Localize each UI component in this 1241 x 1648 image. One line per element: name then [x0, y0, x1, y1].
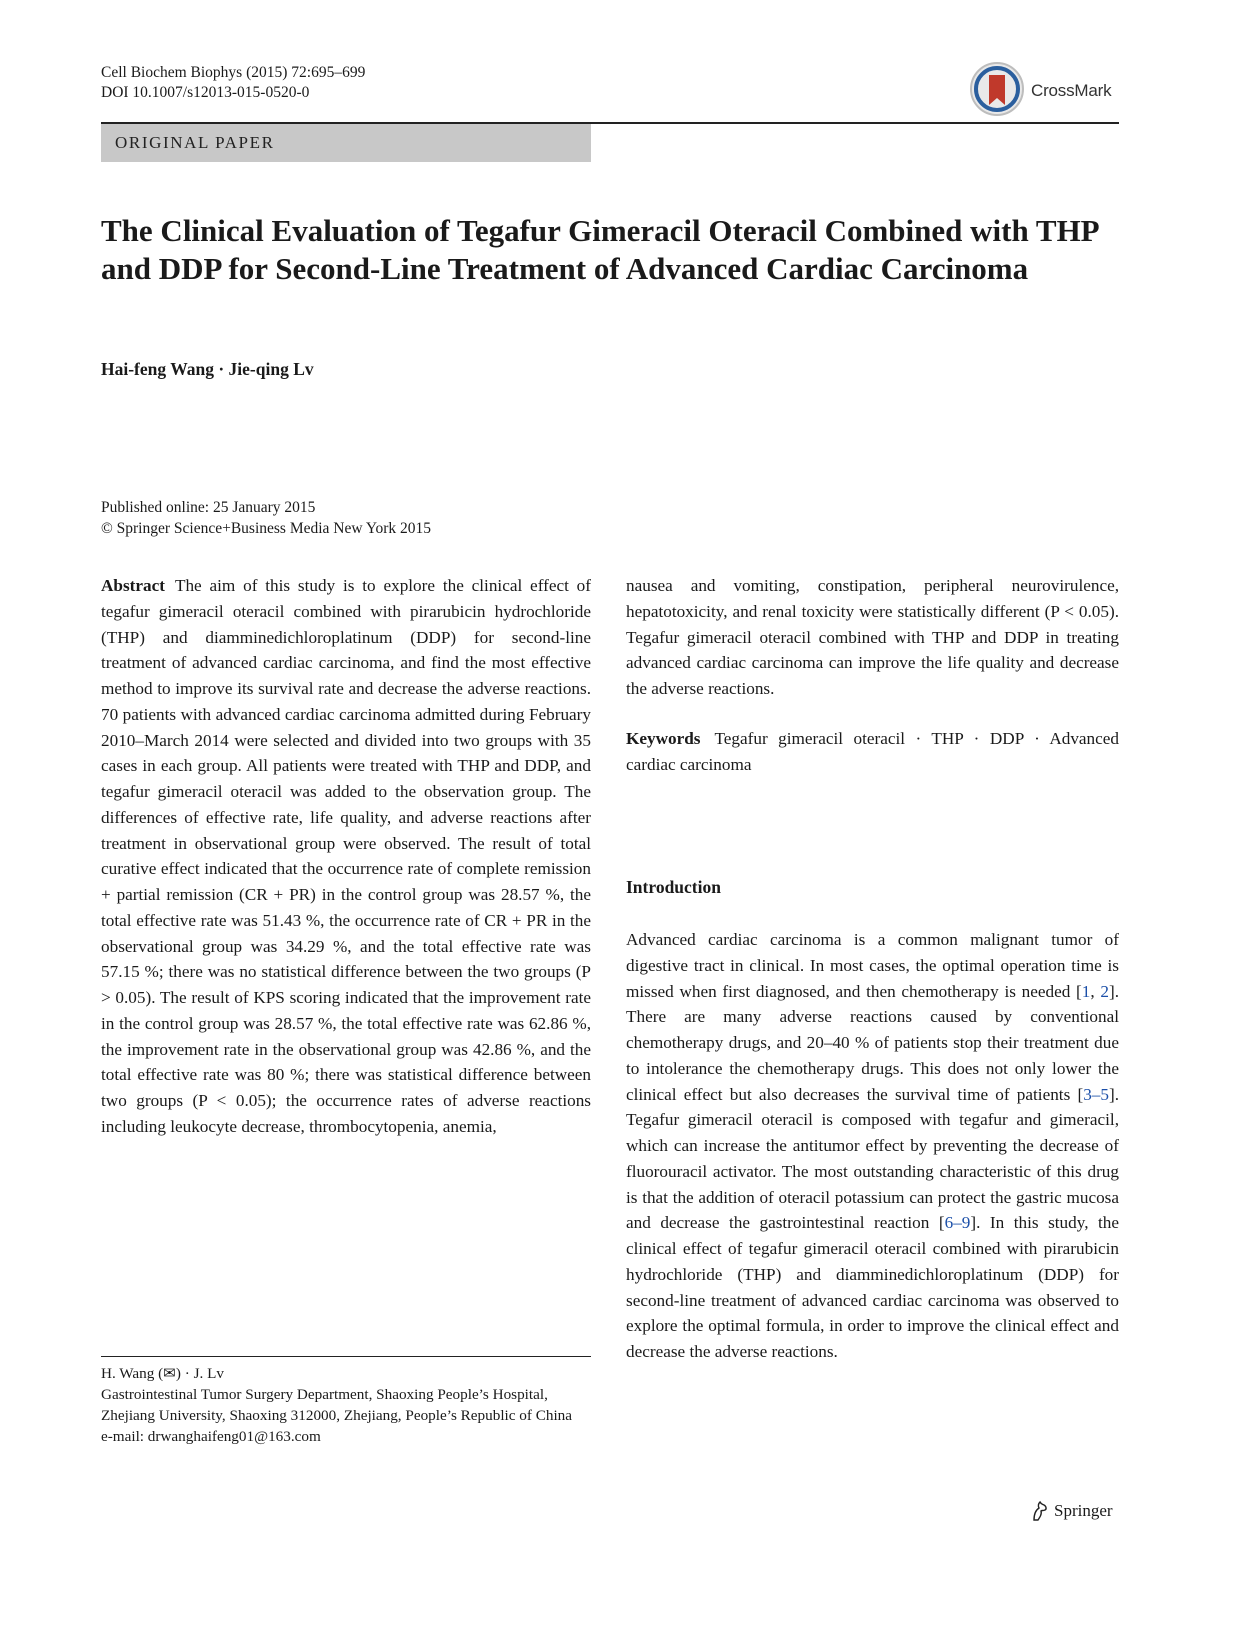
intro-text-3: ]. Tegafur gimeracil oteracil is composed with tegafur and gimeracil, which can increase the antitumor effect by preventing the decrease of fluorouracil activator. The most outstanding characteristic of this drug is that the addition of oteracil potassium can protect the gastric mucosa and decrease the gastrointestinal reaction [ — [626, 1084, 1119, 1233]
published-date: Published online: 25 January 2015 — [101, 499, 316, 516]
copyright-line: © Springer Science+Business Media New York 2015 — [101, 520, 432, 537]
author-list: Hai-feng Wang · Jie-qing Lv — [101, 359, 314, 379]
footnote-email[interactable]: e-mail: drwanghaifeng01@163.com — [101, 1428, 321, 1445]
introduction-heading: Introduction — [626, 877, 721, 897]
intro-text-2: ]. There are many adverse reactions caused by conventional chemotherapy drugs, and 20–40 % of patients stop their treatment due to intolerance the chemotherapy drugs. This does not only lower the clinical effect but also decreases the survival time of patients [ — [626, 981, 1120, 1104]
abstract-continued: nausea and vomiting, constipation, peripheral neurovirulence, hepatotoxicity, and renal toxicity were statistically different (P < 0.05). Tegafur gimeracil oteracil combined with THP and DDP in treating advanced cardiac carcinoma can improve the life quality and decrease the adverse reactions. — [626, 576, 1119, 698]
keywords-text: Tegafur gimeracil oteracil · THP · DDP · Advanced cardiac carcinoma — [626, 728, 1119, 774]
footnote-rule — [101, 1356, 591, 1357]
abstract-label: Abstract — [101, 576, 165, 595]
citation-link[interactable]: 2 — [1100, 981, 1109, 1001]
crossmark-badge[interactable] — [969, 63, 1119, 117]
abstract-section — [101, 573, 591, 1140]
intro-text-4: ]. In this study, the clinical effect of tegafur gimeracil oteracil combined with pirarubicin hydrochloride (THP) and diamminedichloroplatinum (DDP) for second-line treatment of advanced cardiac carcinoma was observed to explore the optimal formula, in order to improve the clinical effect and decrease the adverse reactions. — [626, 1213, 1119, 1361]
article-title: The Clinical Evaluation of Tegafur Gimeracil Oteracil Combined with THP and DDP for Second-Line Treatment of Advanced Cardiac Carcinoma — [101, 213, 1098, 286]
intro-text-1: Advanced cardiac carcinoma is a common malignant tumor of digestive tract in clinical. In most cases, the optimal operation time is missed when first diagnosed, and then chemotherapy is needed [ — [626, 930, 1119, 1001]
citation-separator: , — [1090, 981, 1101, 1001]
citation-link[interactable]: 1 — [1081, 981, 1091, 1001]
author-footnote — [101, 1363, 591, 1447]
abstract-text: The aim of this study is to explore the clinical effect of tegafur gimeracil oteracil combined with pirarubicin hydrochloride (THP) and diamminedichloroplatinum (DDP) for second-line treatment of advanced cardiac carcinoma, and find the most effective method to improve its survival rate and decrease the adverse reactions. 70 patients with advanced cardiac carcinoma admitted during February 2010–March 2014 were selected and divided into two groups with 35 cases in each group. All patients were treated with THP and DDP, and tegafur gimeracil oteracil was added to the observation group. The differences of effective rate, life quality, and adverse reactions after treatment in observational group were observed. The result of total curative effect indicated that the occurrence rate of complete remission + partial remission (CR + PR) in the control group was 28.57 %, the total effective rate was 51.43 %, the occurrence rate of CR + PR in the observational group was 34.29 %, and the total effective rate was 57.15 %; there was no statistical difference between the two groups (P > 0.05). The result of KPS scoring indicated that the improvement rate in the control group was 28.57 %, the total effective rate was 62.86 %, the improvement rate in the observational group was 42.86 %, and the total effective rate was 80 %; there was statistical difference between two groups (P < 0.05); the occurrence rates of adverse reactions including leukocyte decrease, thrombocytopenia, anemia, — [101, 576, 591, 1136]
crossmark-icon — [969, 61, 1025, 117]
doi-line: DOI 10.1007/s12013-015-0520-0 — [101, 84, 310, 101]
citation-link[interactable]: 6–9 — [944, 1213, 971, 1233]
footnote-names: H. Wang (✉) · J. Lv — [101, 1365, 224, 1382]
keywords-block — [626, 726, 1119, 778]
right-column-top — [626, 573, 1119, 777]
publication-info — [101, 497, 431, 539]
citation-link[interactable]: 3–5 — [1083, 1084, 1109, 1104]
introduction-body — [626, 927, 1119, 1365]
springer-logo — [1030, 1500, 1120, 1524]
article-type-label: ORIGINAL PAPER — [115, 133, 275, 152]
crossmark-label: CrossMark — [1031, 81, 1112, 100]
keywords-label: Keywords — [626, 728, 701, 748]
footnote-affiliation: Gastrointestinal Tumor Surgery Department, Shaoxing People’s Hospital, Zhejiang University, Shaoxing 312000, Zhejiang, People’s Republic of China — [101, 1386, 573, 1424]
springer-horse-icon — [1030, 1500, 1050, 1522]
journal-citation — [101, 63, 365, 103]
journal-line-1: Cell Biochem Biophys (2015) 72:695–699 — [101, 64, 366, 81]
article-type-banner — [101, 124, 591, 162]
springer-label: Springer — [1054, 1501, 1113, 1520]
